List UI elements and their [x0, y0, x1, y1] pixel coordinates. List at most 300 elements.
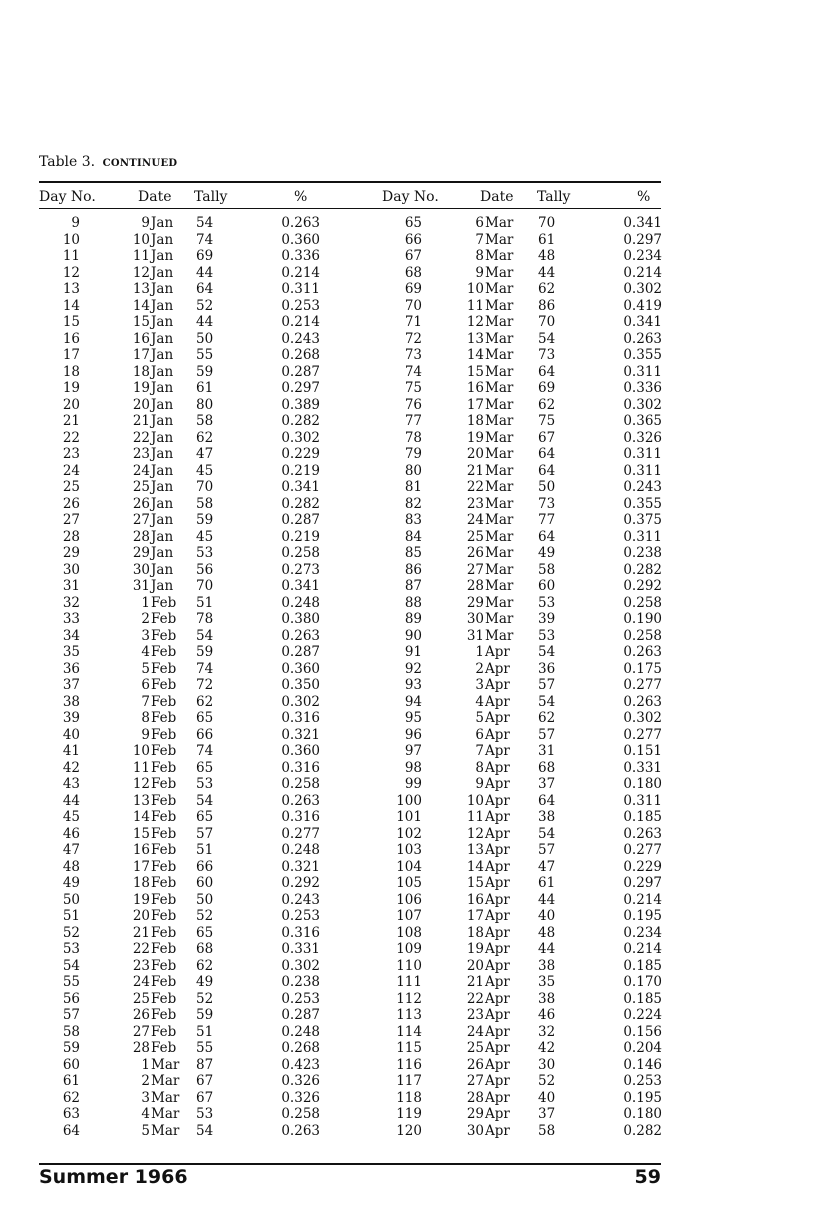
date-month-right-cell: Mar	[485, 479, 514, 495]
date-month-left-cell: Jan	[151, 462, 174, 479]
day-no-right-cell: 71	[404, 314, 422, 330]
tally-right-cell: 39	[538, 611, 556, 627]
day-no-left-cell: 9	[71, 215, 80, 231]
date-month-right-cell: Apr	[485, 842, 510, 858]
date-day-right-cell: 31	[466, 627, 484, 644]
tally-right-cell: 62	[538, 710, 556, 726]
date-month-right-cell: Mar	[485, 495, 514, 512]
table-header-rule	[39, 208, 661, 209]
date-month-left-cell: Jan	[151, 363, 174, 380]
day-no-right-cell: 95	[404, 710, 422, 726]
date-month-right-cell: Apr	[485, 776, 510, 792]
table-row	[0, 991, 816, 1008]
percent-right-cell: 0.355	[623, 495, 662, 512]
date-month-right-cell: Mar	[485, 347, 514, 363]
day-no-right-cell: 114	[396, 1023, 422, 1040]
percent-right-cell: 0.375	[623, 512, 662, 528]
date-day-left-cell: 12	[132, 776, 150, 792]
table-row	[0, 1057, 816, 1074]
date-month-right-cell: Apr	[485, 825, 510, 842]
date-month-right-cell: Mar	[485, 594, 514, 611]
percent-right-cell: 0.185	[623, 809, 662, 825]
date-day-right-cell: 15	[466, 875, 484, 891]
table-row	[0, 562, 816, 579]
percent-right-cell: 0.258	[623, 594, 662, 611]
tally-left-cell: 74	[196, 231, 214, 248]
date-day-left-cell: 14	[132, 809, 150, 825]
day-no-right-cell: 119	[396, 1106, 422, 1122]
date-day-right-cell: 9	[475, 264, 484, 281]
date-day-left-cell: 21	[132, 924, 150, 941]
day-no-right-cell: 68	[404, 264, 422, 281]
day-no-right-cell: 94	[404, 693, 422, 710]
table-row	[0, 1073, 816, 1090]
percent-right-cell: 0.151	[623, 743, 662, 759]
day-no-left-cell: 35	[62, 644, 80, 660]
date-day-left-cell: 24	[132, 974, 150, 990]
date-month-right-cell: Mar	[485, 528, 514, 545]
date-month-right-cell: Apr	[485, 677, 510, 693]
date-day-left-cell: 13	[132, 281, 150, 297]
table-row	[0, 958, 816, 975]
date-month-right-cell: Mar	[485, 380, 514, 396]
day-no-right-cell: 118	[396, 1089, 422, 1106]
day-no-left-cell: 31	[62, 578, 80, 594]
day-no-right-cell: 65	[404, 215, 422, 231]
tally-left-cell: 54	[196, 627, 214, 644]
date-day-left-cell: 5	[141, 660, 150, 677]
tally-left-cell: 53	[196, 545, 214, 561]
date-month-right-cell: Apr	[485, 957, 510, 974]
tally-left-cell: 62	[196, 429, 214, 446]
percent-left-cell: 0.287	[281, 1007, 320, 1023]
date-month-left-cell: Jan	[151, 264, 174, 281]
date-day-left-cell: 11	[132, 248, 150, 264]
tally-right-cell: 73	[538, 495, 556, 512]
date-month-right-cell: Apr	[485, 941, 510, 957]
date-day-right-cell: 11	[466, 297, 484, 314]
tally-right-cell: 46	[538, 1007, 556, 1023]
tally-left-cell: 50	[196, 891, 214, 908]
date-month-left-cell: Jan	[151, 528, 174, 545]
percent-left-cell: 0.389	[281, 396, 320, 413]
tally-left-cell: 70	[196, 479, 214, 495]
day-no-left-cell: 33	[62, 611, 80, 627]
percent-right-cell: 0.302	[623, 396, 662, 413]
tally-right-cell: 61	[538, 231, 556, 248]
tally-left-cell: 47	[196, 446, 214, 462]
table-row	[0, 430, 816, 447]
table-row	[0, 661, 816, 678]
percent-left-cell: 0.253	[281, 990, 320, 1007]
date-month-left-cell: Jan	[151, 479, 174, 495]
day-no-left-cell: 17	[62, 347, 80, 363]
table-row	[0, 793, 816, 810]
date-day-left-cell: 17	[132, 347, 150, 363]
tally-right-cell: 40	[538, 1089, 556, 1106]
tally-left-cell: 78	[196, 611, 214, 627]
table-row	[0, 463, 816, 480]
percent-right-cell: 0.292	[623, 578, 662, 594]
date-month-left-cell: Feb	[151, 594, 177, 611]
percent-right-cell: 0.263	[623, 693, 662, 710]
day-no-left-cell: 15	[62, 314, 80, 330]
table-row	[0, 380, 816, 397]
tally-left-cell: 51	[196, 842, 214, 858]
date-month-left-cell: Feb	[151, 875, 177, 891]
tally-left-cell: 62	[196, 693, 214, 710]
day-no-left-cell: 55	[62, 974, 80, 990]
percent-left-cell: 0.277	[281, 825, 320, 842]
tally-left-cell: 44	[196, 314, 214, 330]
day-no-left-cell: 47	[62, 842, 80, 858]
tally-right-cell: 61	[538, 875, 556, 891]
date-day-right-cell: 26	[466, 545, 484, 561]
tally-left-cell: 66	[196, 726, 214, 743]
date-month-right-cell: Mar	[485, 297, 514, 314]
date-day-left-cell: 16	[132, 330, 150, 347]
day-no-left-cell: 11	[62, 248, 80, 264]
date-day-left-cell: 9	[141, 726, 150, 743]
date-day-left-cell: 20	[132, 908, 150, 924]
day-no-left-cell: 60	[62, 1056, 80, 1073]
date-month-left-cell: Feb	[151, 792, 177, 809]
date-day-left-cell: 4	[141, 1106, 150, 1122]
date-month-right-cell: Apr	[485, 726, 510, 743]
percent-left-cell: 0.321	[281, 858, 320, 875]
day-no-left-cell: 34	[62, 627, 80, 644]
date-day-right-cell: 13	[466, 330, 484, 347]
day-no-left-cell: 21	[62, 413, 80, 429]
date-month-right-cell: Apr	[485, 1089, 510, 1106]
percent-right-cell: 0.263	[623, 330, 662, 347]
percent-left-cell: 0.326	[281, 1073, 320, 1089]
date-month-left-cell: Jan	[151, 413, 174, 429]
percent-right-cell: 0.297	[623, 875, 662, 891]
percent-right-cell: 0.311	[623, 792, 662, 809]
date-month-left-cell: Jan	[151, 545, 174, 561]
date-month-right-cell: Apr	[485, 858, 510, 875]
date-day-left-cell: 24	[132, 462, 150, 479]
table-row	[0, 1024, 816, 1041]
date-month-left-cell: Jan	[151, 231, 174, 248]
day-no-right-cell: 107	[396, 908, 422, 924]
date-month-right-cell: Mar	[485, 627, 514, 644]
continued-label: CONTINUED	[102, 158, 178, 169]
tally-right-cell: 44	[538, 264, 556, 281]
date-day-left-cell: 7	[141, 693, 150, 710]
tally-left-cell: 45	[196, 462, 214, 479]
table-row	[0, 545, 816, 562]
date-month-left-cell: Feb	[151, 759, 177, 776]
table-row	[0, 727, 816, 744]
table-row	[0, 628, 816, 645]
date-day-left-cell: 4	[141, 644, 150, 660]
day-no-left-cell: 64	[62, 1122, 80, 1139]
tally-right-cell: 48	[538, 248, 556, 264]
tally-left-cell: 68	[196, 941, 214, 957]
percent-right-cell: 0.331	[623, 759, 662, 776]
date-day-right-cell: 10	[466, 281, 484, 297]
date-month-right-cell: Apr	[485, 1106, 510, 1122]
date-month-right-cell: Apr	[485, 1007, 510, 1023]
date-month-right-cell: Apr	[485, 660, 510, 677]
tally-left-cell: 55	[196, 1040, 214, 1056]
day-no-right-cell: 105	[396, 875, 422, 891]
date-day-right-cell: 4	[475, 693, 484, 710]
date-month-left-cell: Mar	[151, 1122, 180, 1139]
date-day-left-cell: 27	[132, 512, 150, 528]
tally-right-cell: 70	[538, 314, 556, 330]
table-row	[0, 1007, 816, 1024]
day-no-left-cell: 53	[62, 941, 80, 957]
date-month-right-cell: Mar	[485, 281, 514, 297]
tally-left-cell: 58	[196, 413, 214, 429]
percent-right-cell: 0.282	[623, 1122, 662, 1139]
tally-right-cell: 53	[538, 594, 556, 611]
day-no-right-cell: 80	[404, 462, 422, 479]
percent-left-cell: 0.331	[281, 941, 320, 957]
date-month-left-cell: Feb	[151, 1007, 177, 1023]
header-date-right: Date	[480, 189, 514, 205]
table-row	[0, 776, 816, 793]
date-month-left-cell: Feb	[151, 776, 177, 792]
day-no-right-cell: 69	[404, 281, 422, 297]
table-row	[0, 314, 816, 331]
percent-right-cell: 0.302	[623, 281, 662, 297]
day-no-right-cell: 93	[404, 677, 422, 693]
table-row	[0, 232, 816, 249]
date-day-left-cell: 1	[141, 1056, 150, 1073]
percent-right-cell: 0.277	[623, 677, 662, 693]
table-row	[0, 809, 816, 826]
day-no-left-cell: 45	[62, 809, 80, 825]
table-row	[0, 413, 816, 430]
table-row	[0, 677, 816, 694]
percent-left-cell: 0.229	[281, 446, 320, 462]
tally-right-cell: 32	[538, 1023, 556, 1040]
date-day-right-cell: 9	[475, 776, 484, 792]
date-day-right-cell: 13	[466, 842, 484, 858]
day-no-left-cell: 13	[62, 281, 80, 297]
day-no-right-cell: 97	[404, 743, 422, 759]
percent-left-cell: 0.341	[281, 479, 320, 495]
day-no-left-cell: 49	[62, 875, 80, 891]
tally-left-cell: 69	[196, 248, 214, 264]
table-row	[0, 1090, 816, 1107]
date-month-left-cell: Feb	[151, 710, 177, 726]
header-tally-left: Tally	[194, 189, 228, 205]
percent-left-cell: 0.219	[281, 528, 320, 545]
day-no-right-cell: 85	[404, 545, 422, 561]
table-row	[0, 1123, 816, 1140]
date-day-right-cell: 17	[466, 908, 484, 924]
tally-right-cell: 58	[538, 561, 556, 578]
tally-left-cell: 65	[196, 710, 214, 726]
percent-left-cell: 0.248	[281, 842, 320, 858]
date-day-right-cell: 3	[475, 677, 484, 693]
date-day-right-cell: 8	[475, 248, 484, 264]
percent-right-cell: 0.311	[623, 462, 662, 479]
date-day-right-cell: 16	[466, 891, 484, 908]
date-day-right-cell: 27	[466, 1073, 484, 1089]
date-month-right-cell: Apr	[485, 875, 510, 891]
date-month-left-cell: Jan	[151, 429, 174, 446]
date-day-left-cell: 11	[132, 759, 150, 776]
table-row	[0, 347, 816, 364]
day-no-left-cell: 44	[62, 792, 80, 809]
percent-left-cell: 0.287	[281, 644, 320, 660]
date-day-left-cell: 25	[132, 479, 150, 495]
table-row	[0, 578, 816, 595]
date-month-left-cell: Feb	[151, 974, 177, 990]
percent-right-cell: 0.341	[623, 215, 662, 231]
date-month-left-cell: Feb	[151, 726, 177, 743]
percent-left-cell: 0.268	[281, 1040, 320, 1056]
day-no-right-cell: 101	[396, 809, 422, 825]
day-no-left-cell: 30	[62, 561, 80, 578]
percent-right-cell: 0.311	[623, 363, 662, 380]
day-no-right-cell: 83	[404, 512, 422, 528]
date-month-right-cell: Apr	[485, 1056, 510, 1073]
percent-left-cell: 0.316	[281, 710, 320, 726]
date-day-left-cell: 10	[132, 231, 150, 248]
tally-right-cell: 54	[538, 644, 556, 660]
percent-right-cell: 0.180	[623, 1106, 662, 1122]
day-no-left-cell: 29	[62, 545, 80, 561]
header-percent-left: %	[294, 189, 308, 205]
date-month-left-cell: Jan	[151, 297, 174, 314]
day-no-right-cell: 116	[396, 1056, 422, 1073]
day-no-left-cell: 27	[62, 512, 80, 528]
date-month-right-cell: Mar	[485, 462, 514, 479]
date-month-right-cell: Apr	[485, 743, 510, 759]
date-month-left-cell: Feb	[151, 660, 177, 677]
date-day-left-cell: 21	[132, 413, 150, 429]
date-day-right-cell: 24	[466, 1023, 484, 1040]
header-date-left: Date	[138, 189, 172, 205]
date-month-right-cell: Apr	[485, 1122, 510, 1139]
percent-left-cell: 0.326	[281, 1089, 320, 1106]
date-day-left-cell: 18	[132, 875, 150, 891]
date-month-right-cell: Apr	[485, 891, 510, 908]
date-month-right-cell: Mar	[485, 413, 514, 429]
tally-right-cell: 69	[538, 380, 556, 396]
day-no-right-cell: 77	[404, 413, 422, 429]
table-row	[0, 595, 816, 612]
date-month-left-cell: Feb	[151, 693, 177, 710]
date-day-left-cell: 3	[141, 627, 150, 644]
table-row	[0, 1040, 816, 1057]
date-month-left-cell: Mar	[151, 1073, 180, 1089]
date-month-left-cell: Jan	[151, 347, 174, 363]
table-row	[0, 842, 816, 859]
date-month-left-cell: Mar	[151, 1106, 180, 1122]
date-day-right-cell: 1	[475, 644, 484, 660]
date-month-left-cell: Jan	[151, 495, 174, 512]
date-day-left-cell: 28	[132, 1040, 150, 1056]
date-month-left-cell: Jan	[151, 512, 174, 528]
date-day-right-cell: 22	[466, 479, 484, 495]
percent-left-cell: 0.292	[281, 875, 320, 891]
percent-right-cell: 0.234	[623, 924, 662, 941]
table-row	[0, 512, 816, 529]
percent-right-cell: 0.214	[623, 264, 662, 281]
day-no-left-cell: 19	[62, 380, 80, 396]
date-day-left-cell: 29	[132, 545, 150, 561]
date-day-right-cell: 17	[466, 396, 484, 413]
date-month-left-cell: Jan	[151, 380, 174, 396]
percent-left-cell: 0.282	[281, 413, 320, 429]
day-no-right-cell: 96	[404, 726, 422, 743]
date-day-right-cell: 7	[475, 743, 484, 759]
date-month-left-cell: Feb	[151, 825, 177, 842]
percent-right-cell: 0.156	[623, 1023, 662, 1040]
tally-right-cell: 57	[538, 726, 556, 743]
day-no-left-cell: 56	[62, 990, 80, 1007]
date-day-left-cell: 31	[132, 578, 150, 594]
day-no-right-cell: 72	[404, 330, 422, 347]
date-month-left-cell: Feb	[151, 990, 177, 1007]
percent-left-cell: 0.258	[281, 545, 320, 561]
day-no-right-cell: 110	[396, 957, 422, 974]
percent-left-cell: 0.263	[281, 792, 320, 809]
day-no-left-cell: 16	[62, 330, 80, 347]
tally-left-cell: 59	[196, 512, 214, 528]
day-no-right-cell: 86	[404, 561, 422, 578]
percent-left-cell: 0.360	[281, 743, 320, 759]
day-no-right-cell: 104	[396, 858, 422, 875]
percent-right-cell: 0.263	[623, 644, 662, 660]
date-day-left-cell: 18	[132, 363, 150, 380]
percent-right-cell: 0.243	[623, 479, 662, 495]
day-no-right-cell: 99	[404, 776, 422, 792]
date-day-left-cell: 10	[132, 743, 150, 759]
percent-right-cell: 0.224	[623, 1007, 662, 1023]
day-no-left-cell: 28	[62, 528, 80, 545]
percent-left-cell: 0.350	[281, 677, 320, 693]
date-month-right-cell: Apr	[485, 990, 510, 1007]
day-no-right-cell: 111	[396, 974, 422, 990]
date-day-left-cell: 19	[132, 380, 150, 396]
table-row	[0, 248, 816, 265]
tally-right-cell: 53	[538, 627, 556, 644]
tally-left-cell: 52	[196, 908, 214, 924]
percent-left-cell: 0.258	[281, 1106, 320, 1122]
tally-left-cell: 60	[196, 875, 214, 891]
percent-left-cell: 0.297	[281, 380, 320, 396]
date-day-right-cell: 8	[475, 759, 484, 776]
date-month-left-cell: Feb	[151, 908, 177, 924]
header-percent-right: %	[637, 189, 651, 205]
tally-right-cell: 30	[538, 1056, 556, 1073]
day-no-right-cell: 91	[404, 644, 422, 660]
date-month-right-cell: Mar	[485, 578, 514, 594]
date-day-right-cell: 23	[466, 1007, 484, 1023]
percent-right-cell: 0.229	[623, 858, 662, 875]
tally-right-cell: 48	[538, 924, 556, 941]
date-day-right-cell: 22	[466, 990, 484, 1007]
percent-right-cell: 0.355	[623, 347, 662, 363]
date-month-right-cell: Apr	[485, 693, 510, 710]
date-day-right-cell: 28	[466, 1089, 484, 1106]
percent-right-cell: 0.258	[623, 627, 662, 644]
percent-right-cell: 0.175	[623, 660, 662, 677]
tally-right-cell: 54	[538, 330, 556, 347]
tally-right-cell: 49	[538, 545, 556, 561]
percent-left-cell: 0.341	[281, 578, 320, 594]
day-no-right-cell: 88	[404, 594, 422, 611]
